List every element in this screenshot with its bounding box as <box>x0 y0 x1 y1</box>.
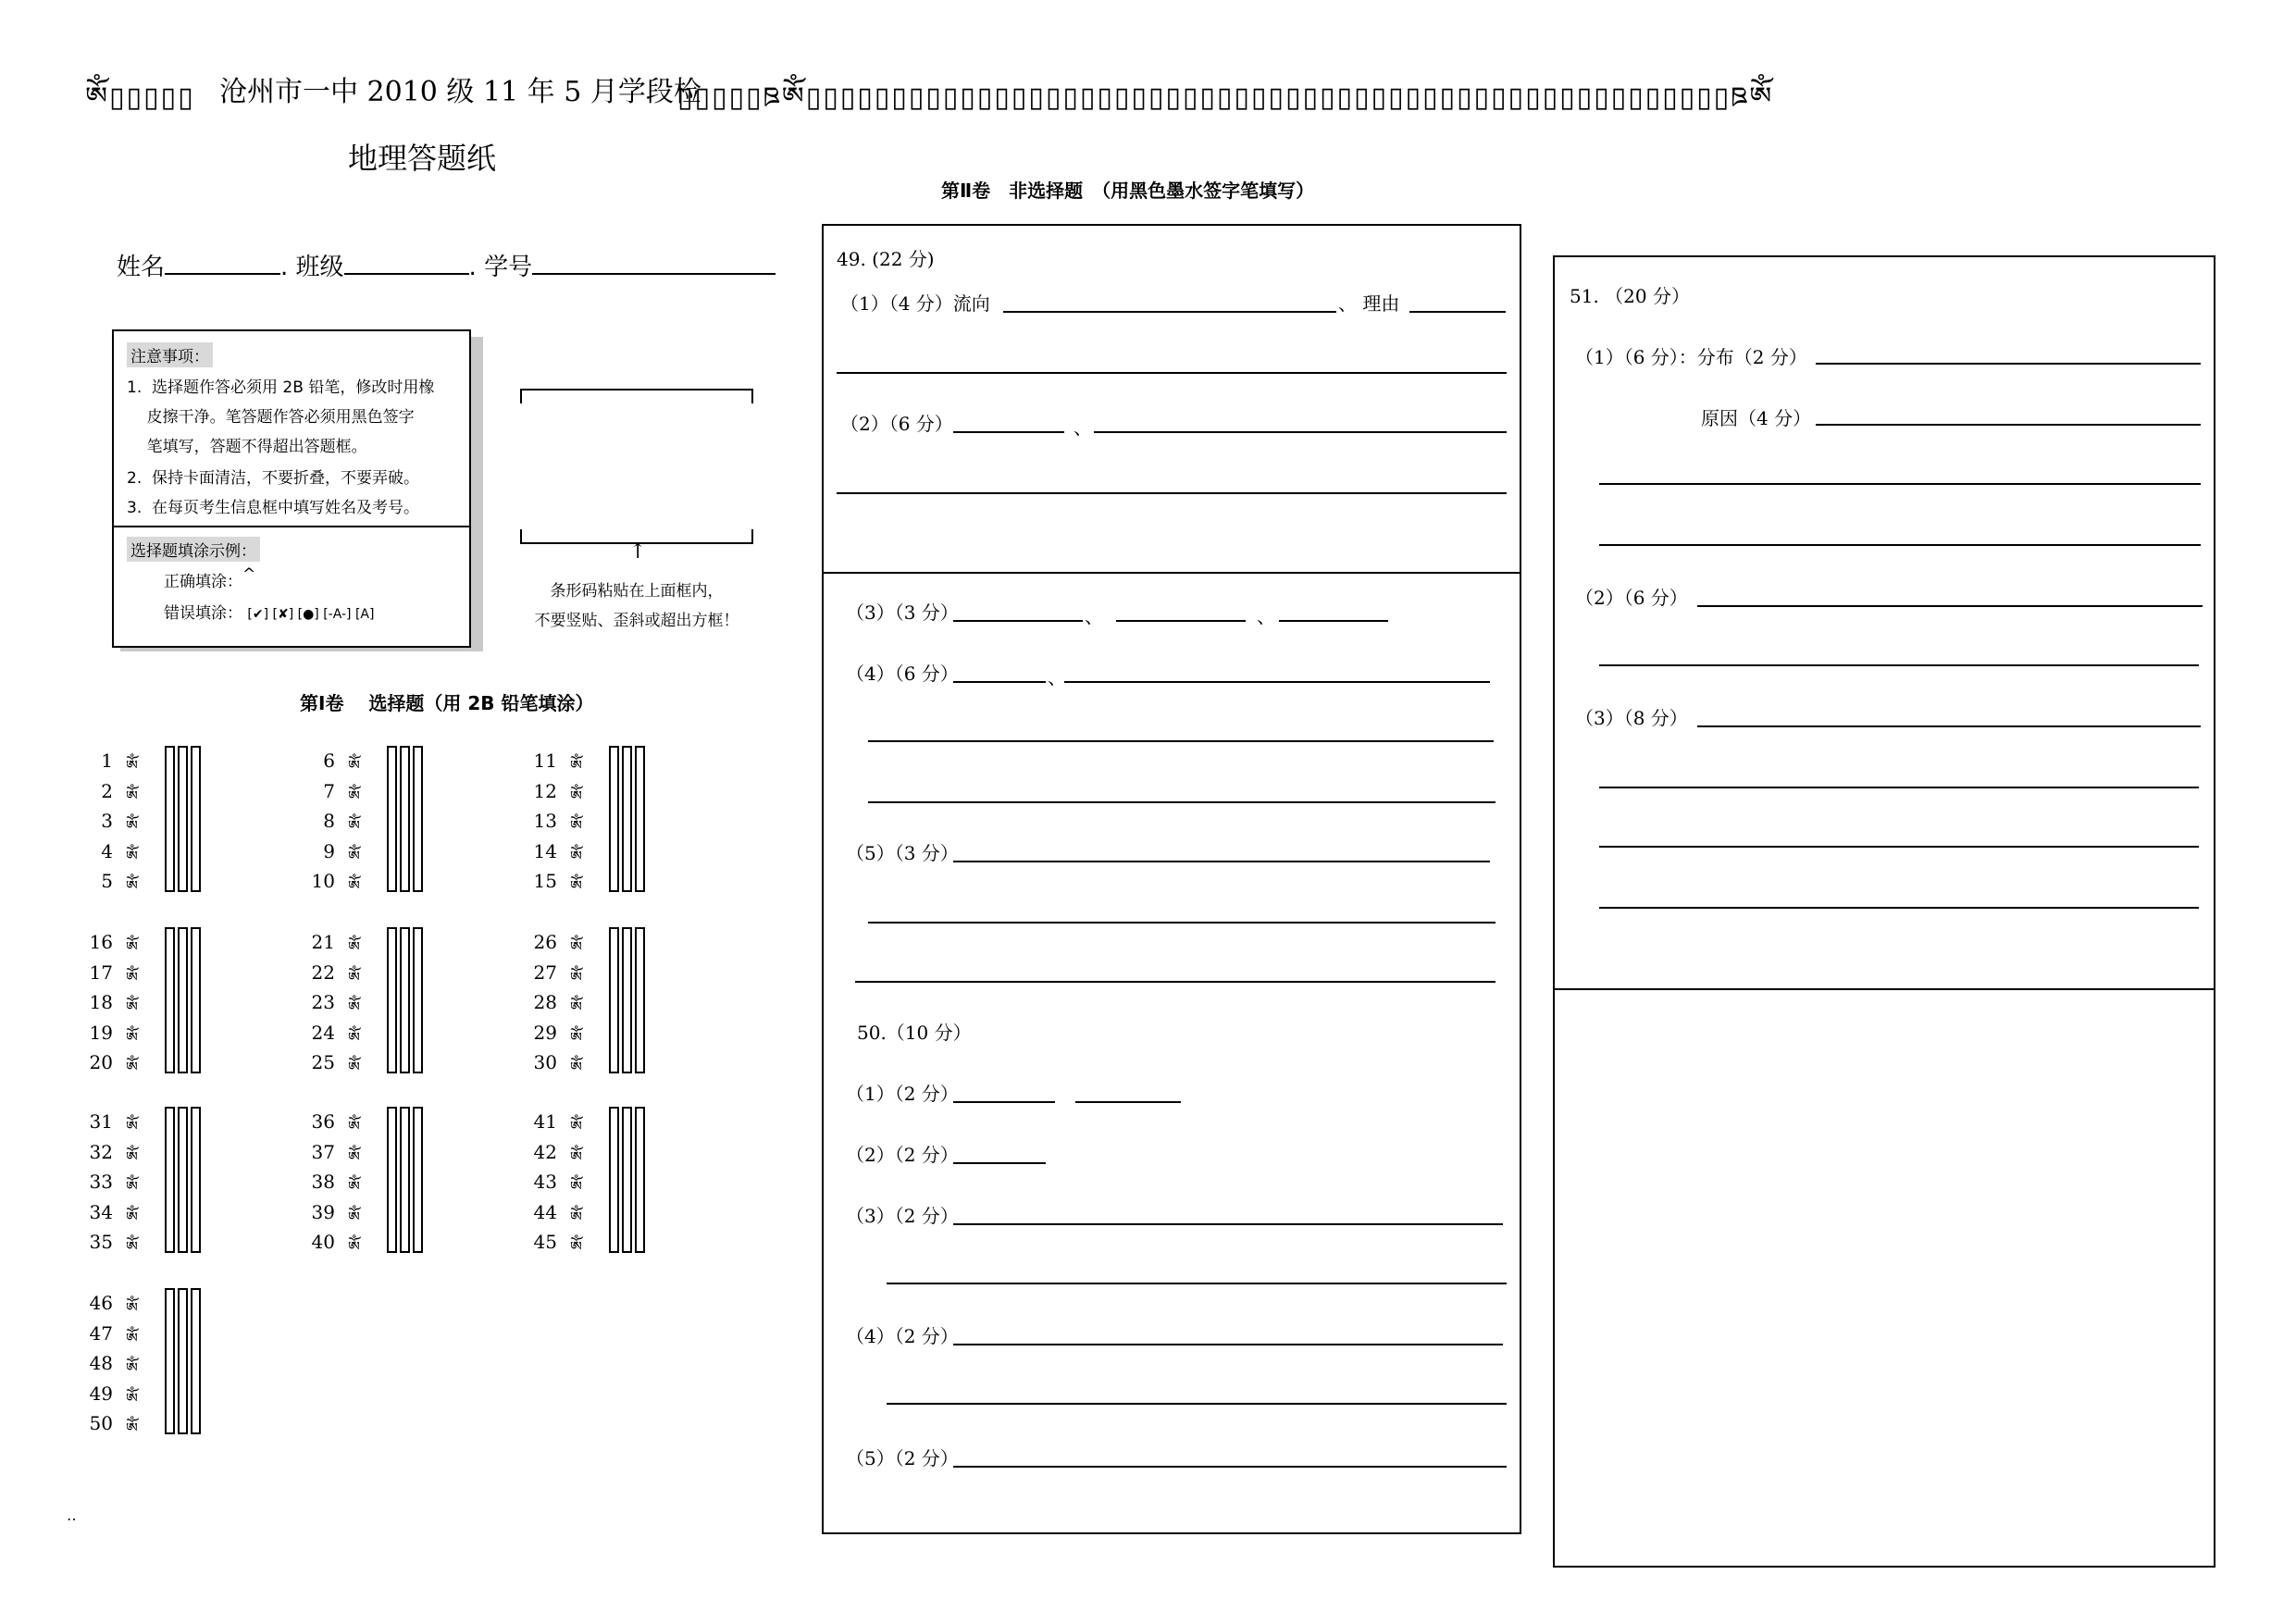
header-prefix-glyphs: ༀ▯▯▯▯▯ <box>85 81 195 114</box>
answer-panel-49-50 <box>822 572 1521 1534</box>
q50-title: 50.（10 分） <box>857 1022 972 1044</box>
q51-part1-distribution-answer[interactable] <box>1816 363 2201 365</box>
question-number: 5 <box>101 870 113 893</box>
answer-bubble-column[interactable] <box>635 1107 645 1253</box>
q51-title: 51. （20 分） <box>1570 285 1690 307</box>
choice-glyph-icon: ༀ <box>126 1118 138 1135</box>
choice-glyph-icon: ༀ <box>570 1147 582 1166</box>
choice-glyph-icon: ༀ <box>126 1329 138 1347</box>
question-number: 35 <box>89 1231 113 1254</box>
question-number: 33 <box>89 1171 113 1194</box>
q51-part3-label: （3）（8 分） <box>1575 707 1688 729</box>
question-number: 44 <box>533 1200 557 1223</box>
answer-bubble-column[interactable] <box>609 746 619 892</box>
question-number: 7 <box>323 779 335 802</box>
notice-item-3: 3. 在每页考生信息框中填写姓名及考号。 <box>127 499 420 517</box>
answer-bubble-column[interactable] <box>178 927 188 1073</box>
notice-box <box>112 329 471 648</box>
q50-part3-label: （3）（2 分） <box>846 1205 959 1227</box>
question-number: 20 <box>89 1051 113 1074</box>
question-number: 25 <box>311 1051 335 1074</box>
q49-part5-answer-line-1[interactable] <box>953 861 1490 862</box>
q50-part3-answer-line-1[interactable] <box>953 1223 1503 1225</box>
notice-item-1: 1. 选择题作答必须用 2B 铅笔，修改时用橡 <box>127 378 435 397</box>
answer-bubble-column[interactable] <box>622 1107 632 1253</box>
name-label: 姓名 <box>117 254 166 281</box>
choice-glyph-icon: ༀ <box>570 877 582 896</box>
q50-part5-answer[interactable] <box>953 1466 1507 1468</box>
question-number: 10 <box>311 870 335 893</box>
question-number: 45 <box>533 1231 557 1254</box>
q51-part1-reason-label: 原因（4 分） <box>1701 407 1812 429</box>
choice-glyph-icon: ༀ <box>348 1178 360 1196</box>
choice-glyph-icon: ༀ <box>126 1059 138 1077</box>
q49-part1-answer-reason[interactable] <box>1409 311 1506 313</box>
question-number: 14 <box>533 839 557 862</box>
choice-glyph-icon: ༀ <box>570 757 582 775</box>
q50-part4-answer-line-1[interactable] <box>953 1344 1503 1345</box>
answer-bubble-column[interactable] <box>387 927 397 1073</box>
answer-bubble-column[interactable] <box>191 927 201 1073</box>
question-number: 1 <box>101 750 113 772</box>
q49-part3-answer-c[interactable] <box>1279 620 1388 622</box>
choice-glyph-icon: ༀ <box>570 787 582 805</box>
header-suffix-glyphs: ▯▯▯▯▯ཋༀ▯▯▯▯▯▯▯▯▯▯▯▯▯▯▯▯▯▯▯▯▯▯▯▯▯▯▯▯▯▯▯▯▯▯▯▯▯▯▯▯▯▯▯▯▯▯▯▯▯▯▯▯▯▯ཋༀ <box>677 81 1774 114</box>
correct-fill-mark: ^ <box>242 565 256 584</box>
answer-bubble-column[interactable] <box>165 1107 175 1253</box>
q51-part2-answer-line-2[interactable] <box>1599 664 2199 666</box>
answer-bubble-column[interactable] <box>165 927 175 1073</box>
answer-bubble-column[interactable] <box>400 927 410 1073</box>
barcode-top-edge <box>520 389 753 391</box>
q50-part3-answer-line-2[interactable] <box>887 1283 1507 1284</box>
question-number: 29 <box>533 1021 557 1044</box>
question-number: 13 <box>533 810 557 833</box>
q49-part1-label: （1）（4 分）流向 <box>840 292 990 315</box>
q49-part5-answer-line-3[interactable] <box>855 981 1496 983</box>
answer-bubble-column[interactable] <box>178 746 188 892</box>
choice-glyph-icon: ༀ <box>348 757 360 775</box>
question-number: 22 <box>311 961 335 984</box>
question-number: 42 <box>533 1140 557 1163</box>
q51-part3-answer-line-2[interactable] <box>1599 787 2199 788</box>
q51-part2-answer-line-1[interactable] <box>1697 605 2203 607</box>
choice-glyph-icon: ༀ <box>570 1208 582 1226</box>
choice-glyph-icon: ༀ <box>126 1028 138 1047</box>
question-number: 9 <box>323 839 335 862</box>
fill-example-title: 选择题填涂示例： <box>127 537 260 562</box>
answer-bubble-column[interactable] <box>609 927 619 1073</box>
choice-glyph-icon: ༀ <box>126 757 138 775</box>
question-number: 28 <box>533 991 557 1014</box>
q49-part5-label: （5）（3 分） <box>846 842 959 864</box>
choice-glyph-icon: ༀ <box>348 847 360 865</box>
question-number: 48 <box>89 1352 113 1375</box>
choice-glyph-icon: ༀ <box>348 1059 360 1077</box>
question-number: 15 <box>533 870 557 893</box>
class-field[interactable] <box>344 249 469 275</box>
choice-glyph-icon: ༀ <box>126 1238 138 1257</box>
q51-part3-answer-line-3[interactable] <box>1599 846 2199 848</box>
q49-part2-sep: 、 <box>1074 416 1092 439</box>
choice-glyph-icon: ༀ <box>570 817 582 836</box>
q51-part1-label: （1）（6 分）：分布（2 分） <box>1575 346 1807 368</box>
question-number: 17 <box>89 961 113 984</box>
choice-glyph-icon: ༀ <box>570 847 582 865</box>
choice-glyph-icon: ༀ <box>126 1178 138 1196</box>
question-number: 39 <box>311 1200 335 1223</box>
choice-glyph-icon: ༀ <box>126 877 138 896</box>
choice-glyph-icon: ༀ <box>570 1238 582 1257</box>
barcode-instruction-2: 不要竖贴、歪斜或超出方框！ <box>534 612 739 630</box>
question-number: 24 <box>311 1021 335 1044</box>
question-number: 47 <box>89 1321 113 1345</box>
q50-part5-label: （5）（2 分） <box>846 1447 959 1469</box>
choice-glyph-icon: ༀ <box>126 787 138 805</box>
question-number: 30 <box>533 1051 557 1074</box>
q50-part2-answer[interactable] <box>953 1162 1046 1164</box>
school-title: 沧州市一中 2010 级 11 年 5 月学段检 <box>219 76 701 108</box>
q49-part5-answer-line-2[interactable] <box>868 922 1496 924</box>
answer-bubble-column[interactable] <box>387 746 397 892</box>
answer-bubble-column[interactable] <box>413 1107 423 1253</box>
choice-glyph-icon: ༀ <box>348 938 360 956</box>
choice-glyph-icon: ༀ <box>126 1419 138 1438</box>
q49-part4-answer-b[interactable] <box>1064 681 1490 683</box>
barcode-area <box>520 389 753 546</box>
correct-fill-label: 正确填涂： <box>164 573 242 591</box>
question-number: 21 <box>311 931 335 953</box>
answer-bubble-column[interactable] <box>178 1288 188 1434</box>
question-number: 32 <box>89 1140 113 1163</box>
q51-part2-label: （2）（6 分） <box>1575 587 1688 609</box>
q50-part1-answer-b[interactable] <box>1075 1101 1181 1103</box>
q49-part4-answer-line-3[interactable] <box>868 801 1496 803</box>
answer-bubble-column[interactable] <box>165 1288 175 1434</box>
wrong-fill-marks: [✔] [✘] [●] [-A-] [A] <box>247 607 375 622</box>
section-2-title: 第Ⅱ卷 非选择题 （用黑色墨水签字笔填写） <box>941 180 1315 202</box>
answer-panel-blank <box>1553 988 2215 1568</box>
question-number: 36 <box>311 1110 335 1133</box>
choice-glyph-icon: ༀ <box>348 877 360 896</box>
answer-sheet-subtitle: 地理答题纸 <box>348 141 497 176</box>
answer-bubble-column[interactable] <box>400 1107 410 1253</box>
notice-item-2: 2. 保持卡面清洁，不要折叠，不要弄破。 <box>127 469 420 488</box>
question-number: 38 <box>311 1171 335 1194</box>
answer-panel-49 <box>822 224 1521 574</box>
question-number: 18 <box>89 991 113 1014</box>
choice-glyph-icon: ༀ <box>126 1208 138 1226</box>
choice-glyph-icon: ༀ <box>126 968 138 986</box>
barcode-top-right-tick <box>751 389 753 403</box>
choice-glyph-icon: ༀ <box>348 1238 360 1257</box>
answer-bubble-column[interactable] <box>387 1107 397 1253</box>
choice-glyph-icon: ༀ <box>570 1028 582 1047</box>
choice-glyph-icon: ༀ <box>348 1208 360 1226</box>
q50-part2-label: （2）（2 分） <box>846 1144 959 1166</box>
q49-part2-label: （2）（6 分） <box>840 413 953 435</box>
name-field[interactable] <box>165 249 280 275</box>
q49-part2-answer-a[interactable] <box>953 431 1064 433</box>
q49-part4-answer-line-2[interactable] <box>868 740 1494 742</box>
question-number: 37 <box>311 1140 335 1163</box>
q51-part1-answer-line-3[interactable] <box>1599 483 2201 485</box>
q49-part4-answer-a[interactable] <box>953 681 1046 683</box>
choice-glyph-icon: ༀ <box>570 938 582 956</box>
q49-part4-sep: 、 <box>1048 666 1066 688</box>
question-number: 23 <box>311 991 335 1014</box>
q49-title: 49. (22 分) <box>837 248 935 270</box>
q49-part4-label: （4）（6 分） <box>846 663 959 685</box>
answer-bubble-column[interactable] <box>191 746 201 892</box>
answer-bubble-column[interactable] <box>635 746 645 892</box>
question-number: 4 <box>101 839 113 862</box>
answer-bubble-column[interactable] <box>191 1288 201 1434</box>
question-number: 46 <box>89 1292 113 1314</box>
q49-part3-label: （3）（3 分） <box>846 601 959 624</box>
answer-bubble-column[interactable] <box>191 1107 201 1253</box>
notice-title: 注意事项： <box>127 342 213 367</box>
choice-glyph-icon: ༀ <box>126 1147 138 1166</box>
answer-bubble-column[interactable] <box>635 927 645 1073</box>
q49-part2-answer-b[interactable] <box>1094 431 1507 433</box>
question-number: 27 <box>533 961 557 984</box>
q49-part2-answer-line-2[interactable] <box>837 492 1507 494</box>
choice-glyph-icon: ༀ <box>126 817 138 836</box>
answer-bubble-column[interactable] <box>622 927 632 1073</box>
question-number: 26 <box>533 931 557 953</box>
answer-bubble-column[interactable] <box>413 927 423 1073</box>
barcode-arrow: ↑ <box>629 540 647 564</box>
question-number: 8 <box>323 810 335 833</box>
notice-item-1-cont: 皮擦干净。笔答题作答必须用黑色签字 <box>127 408 415 427</box>
class-label: . 班级 <box>280 254 344 281</box>
choice-glyph-icon: ༀ <box>570 1178 582 1196</box>
answer-bubble-column[interactable] <box>178 1107 188 1253</box>
answer-bubble-column[interactable] <box>400 746 410 892</box>
answer-bubble-column[interactable] <box>622 746 632 892</box>
q49-part3-answer-a[interactable] <box>953 620 1083 622</box>
answer-bubble-column[interactable] <box>165 746 175 892</box>
answer-bubble-column[interactable] <box>413 746 423 892</box>
choice-glyph-icon: ༀ <box>126 998 138 1017</box>
choice-glyph-icon: ༀ <box>126 1389 138 1407</box>
q51-part3-answer-line-4[interactable] <box>1599 907 2199 909</box>
question-number: 49 <box>89 1382 113 1405</box>
question-number: 43 <box>533 1171 557 1194</box>
question-number: 3 <box>101 810 113 833</box>
student-info-row <box>117 248 776 282</box>
question-number: 41 <box>533 1110 557 1133</box>
section-1-title: 第Ⅰ卷 选择题（用 2B 铅笔填涂） <box>300 692 594 714</box>
answer-bubble-column[interactable] <box>609 1107 619 1253</box>
choice-glyph-icon: ༀ <box>348 817 360 836</box>
notice-divider <box>114 526 469 527</box>
choice-glyph-icon: ༀ <box>348 787 360 805</box>
q49-part1-reason-label: 、 理由 <box>1338 292 1400 315</box>
question-number: 2 <box>101 779 113 802</box>
choice-glyph-icon: ༀ <box>348 1147 360 1166</box>
question-number: 40 <box>311 1231 335 1254</box>
choice-glyph-icon: ༀ <box>126 847 138 865</box>
student-id-label: . 学号 <box>468 254 533 281</box>
barcode-instruction-1: 条形码粘贴在上面框内， <box>550 582 724 601</box>
choice-glyph-icon: ༀ <box>348 1028 360 1047</box>
notice-item-1-cont2: 笔填写，答题不得超出答题框。 <box>127 438 367 456</box>
choice-glyph-icon: ༀ <box>570 998 582 1017</box>
q51-part3-answer-line-1[interactable] <box>1697 725 2201 727</box>
footer-mark: ‥ <box>67 1506 77 1524</box>
question-number: 34 <box>89 1200 113 1223</box>
choice-glyph-icon: ༀ <box>570 968 582 986</box>
question-number: 12 <box>533 779 557 802</box>
choice-glyph-icon: ༀ <box>126 938 138 956</box>
choice-glyph-icon: ༀ <box>126 1299 138 1317</box>
student-id-field[interactable] <box>532 249 776 275</box>
q50-part1-label: （1）（2 分） <box>846 1083 959 1105</box>
q49-part1-answer-flow[interactable] <box>1003 311 1336 313</box>
choice-glyph-icon: ༀ <box>570 1118 582 1135</box>
choice-glyph-icon: ༀ <box>348 998 360 1017</box>
barcode-top-left-tick <box>520 389 522 403</box>
question-number: 6 <box>323 750 335 772</box>
q49-part1-answer-line-2[interactable] <box>837 372 1507 374</box>
q51-part1-reason-answer[interactable] <box>1816 424 2201 426</box>
question-number: 50 <box>89 1412 113 1435</box>
q51-part1-answer-line-4[interactable] <box>1599 544 2201 546</box>
choice-glyph-icon: ༀ <box>348 968 360 986</box>
question-number: 31 <box>89 1110 113 1133</box>
q49-part3-answer-b[interactable] <box>1116 620 1246 622</box>
q49-part3-sep-1: 、 <box>1085 605 1103 627</box>
q50-part4-label: （4）（2 分） <box>846 1325 959 1347</box>
q49-part3-sep-2: 、 <box>1257 605 1275 627</box>
q50-part1-answer-a[interactable] <box>953 1101 1055 1103</box>
q50-part4-answer-line-2[interactable] <box>887 1403 1507 1405</box>
question-number: 11 <box>533 750 557 772</box>
choice-glyph-icon: ༀ <box>126 1359 138 1378</box>
question-number: 19 <box>89 1021 113 1044</box>
choice-glyph-icon: ༀ <box>570 1059 582 1077</box>
wrong-fill-label: 错误填涂： <box>164 604 242 623</box>
choice-glyph-icon: ༀ <box>348 1118 360 1135</box>
question-number: 16 <box>89 931 113 953</box>
